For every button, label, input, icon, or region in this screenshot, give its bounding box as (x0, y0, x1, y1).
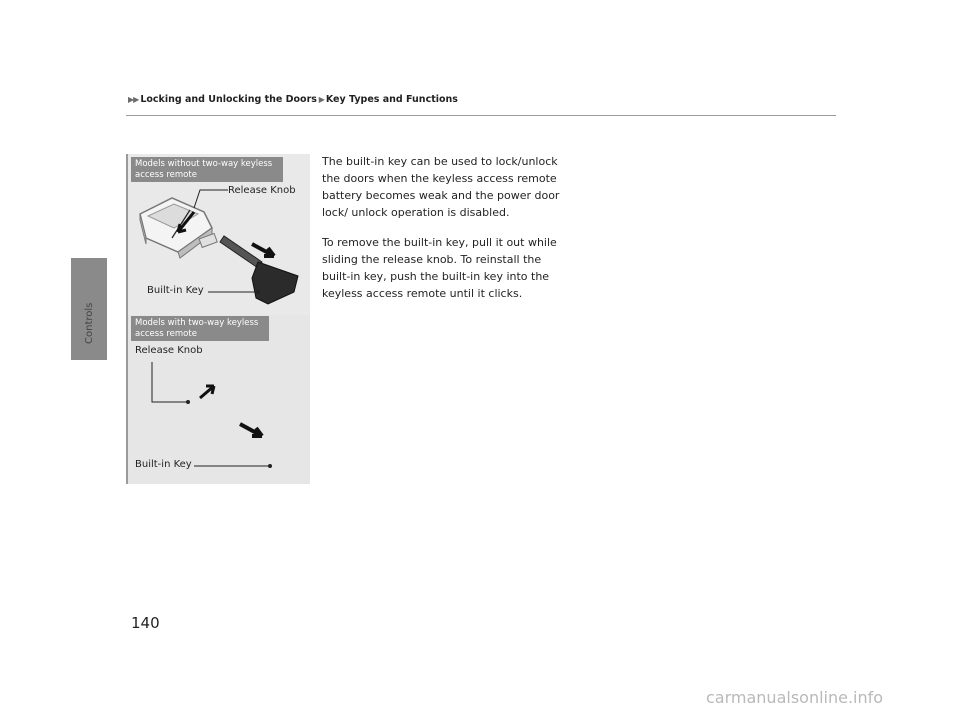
body-paragraph: To remove the built-in key, pull it out while sliding the release knob. To reinstall the built-in key, push the built-in key into the keyless access remote until it clicks. (322, 236, 557, 300)
model-caption-with-two-way: Models with two-way keyless access remote (131, 316, 269, 341)
pull-arrow-icon (252, 244, 274, 256)
page-number: 140 (131, 614, 160, 632)
body-paragraph: The built-in key can be used to lock/unlock the doors when the keyless access remote battery becomes weak and the power door lock/ unlock operation is disabled. (322, 155, 560, 219)
release-knob-label: Release Knob (228, 185, 296, 196)
model-caption-without-two-way: Models without two-way keyless access remote (131, 157, 283, 182)
section-tab-label: Controls (84, 302, 95, 344)
breadcrumb (128, 94, 458, 105)
breadcrumb-arrow-icon: ▶▶ (128, 95, 139, 104)
release-knob-label-lower: Release Knob (135, 345, 203, 356)
breadcrumb-item[interactable]: Key Types and Functions (325, 94, 458, 105)
slide-arrow-lower-icon (200, 386, 214, 398)
built-in-key-label-lower: Built-in Key (135, 459, 192, 470)
pull-arrow-lower-icon (240, 424, 262, 436)
header-rule (126, 115, 836, 116)
breadcrumb-item[interactable]: Locking and Unlocking the Doors (140, 94, 317, 105)
built-in-key-label: Built-in Key (147, 285, 204, 296)
release-knob-leader-lower (152, 362, 188, 402)
breadcrumb-arrow-icon: ▶ (316, 95, 324, 104)
watermark: carmanualsonline.info (706, 688, 884, 707)
body-text (322, 153, 567, 315)
key-illustration (126, 154, 310, 484)
release-knob-leader (194, 190, 228, 208)
